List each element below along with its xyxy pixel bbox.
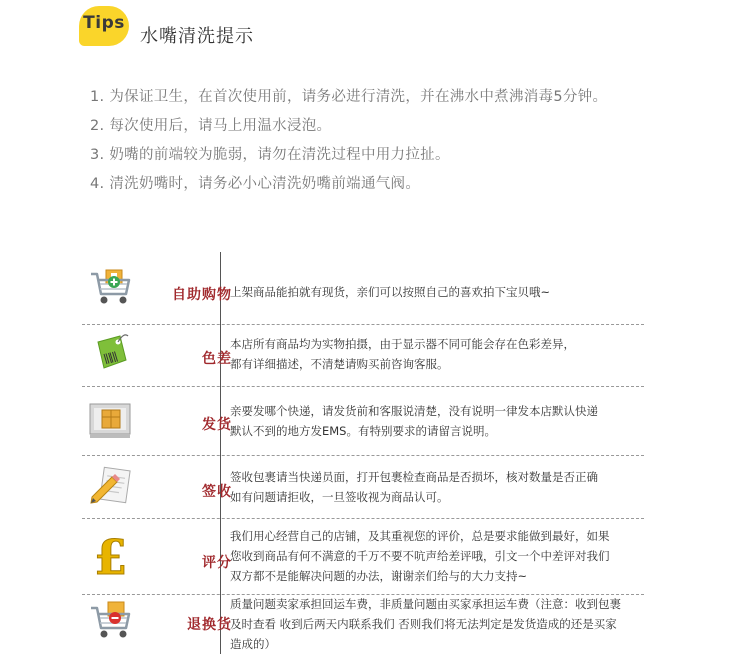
service-row-line: 造成的） — [230, 637, 276, 651]
service-row-title: 自助购物 — [172, 287, 232, 303]
page-title: 水嘴清洗提示 — [140, 26, 254, 47]
service-row-rating — [82, 518, 644, 586]
service-row-line: 及时查看 收到后两天内联系我们 否则我们将无法判定是发货造成的还是买家 — [230, 617, 617, 631]
service-row-line: 双方都不是能解决问题的办法，谢谢亲们给与的大力支持~ — [230, 569, 528, 583]
service-row-shopping — [82, 256, 644, 320]
service-row-shipping — [82, 386, 644, 452]
service-row-line: 如有问题请拒收，一旦签收视为商品认可。 — [230, 490, 449, 504]
tips-list — [90, 84, 607, 200]
service-row-line: 都有详细描述，不清楚请购买前咨询客服。 — [230, 357, 449, 371]
service-row-title: 色差 — [202, 351, 232, 367]
service-row-line: 您收到商品有何不满意的千万不要不吭声给差评哦，引文一个中差评对我们 — [230, 549, 610, 563]
service-row-desc — [230, 526, 650, 586]
service-row-line: 质量问题卖家承担回运车费，非质量问题由买家承担运车费（注意：收到包裹 — [230, 597, 621, 611]
return-cart-icon — [88, 600, 134, 646]
service-row-title: 评分 — [202, 555, 232, 571]
service-row-desc — [230, 334, 650, 374]
service-row-color — [82, 324, 644, 388]
service-row-desc — [230, 282, 650, 302]
shopping-cart-icon — [88, 266, 134, 312]
tip-item: 4. 清洗奶嘴时，请务必小心清洗奶嘴前端通气阀。 — [90, 176, 421, 192]
price-tag-icon — [88, 330, 134, 376]
pound-icon — [88, 530, 134, 580]
tip-item: 2. 每次使用后，请马上用温水浸泡。 — [90, 118, 332, 134]
service-row-return — [82, 594, 644, 658]
package-icon — [88, 398, 134, 444]
service-row-desc — [230, 594, 650, 654]
tips-badge — [79, 6, 129, 46]
svg-text:£: £ — [94, 530, 128, 580]
service-row-line: 亲要发哪个快递，请发货前和客服说清楚，没有说明一律发本店默认快递 — [230, 404, 598, 418]
tip-item: 1. 为保证卫生，在首次使用前，请务必进行清洗，并在沸水中煮沸消毒5分钟。 — [90, 89, 608, 105]
service-row-line: 本店所有商品均为实物拍摄，由于显示器不同可能会存在色彩差异， — [230, 337, 575, 351]
service-row-title: 签收 — [202, 484, 232, 500]
service-row-line: 上架商品能拍就有现货，亲们可以按照自己的喜欢拍下宝贝哦~ — [230, 285, 551, 299]
tips-badge-label: Tips — [83, 13, 125, 33]
tip-item: 3. 奶嘴的前端较为脆弱，请勿在清洗过程中用力拉扯。 — [90, 147, 450, 163]
service-row-signoff — [82, 455, 644, 521]
service-row-line: 签收包裹请当快递员面，打开包裹检查商品是否损坏，核对数量是否正确 — [230, 470, 598, 484]
pencil-note-icon — [88, 463, 134, 509]
service-row-desc — [230, 467, 650, 507]
service-row-line: 我们用心经营自己的店铺，及其重视您的评价，总是要求能做到最好，如果 — [230, 529, 610, 543]
service-row-title: 退换货 — [187, 617, 232, 633]
service-row-line: 默认不到的地方发EMS。有特别要求的请留言说明。 — [230, 424, 496, 438]
service-row-desc — [230, 401, 650, 441]
service-row-title: 发货 — [202, 417, 232, 433]
